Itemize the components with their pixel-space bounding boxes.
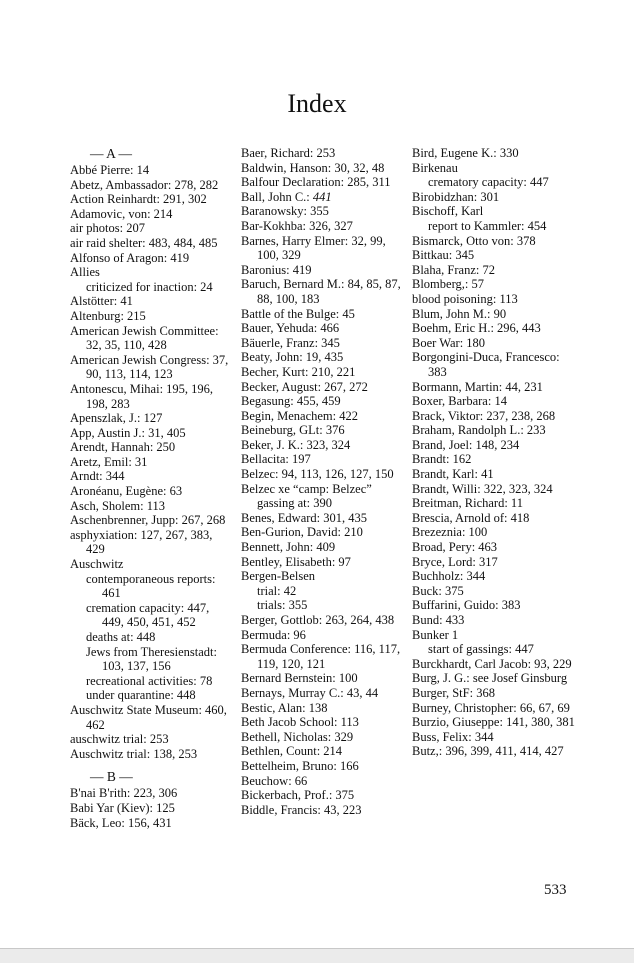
index-entry: Bischoff, Karl [412,204,484,219]
index-entry: Arndt: 344 [70,469,125,484]
page-number: 533 [544,882,567,898]
index-entry: Bentley, Elisabeth: 97 [241,554,351,569]
index-entry: Alfonso of Aragon: 419 [70,250,190,265]
index-entry: Becker, August: 267, 272 [241,379,368,394]
index-entry: Buss, Felix: 344 [412,729,494,744]
index-column-3 [412,146,580,759]
index-entry: Battle of the Bulge: 45 [241,306,355,321]
index-entry: Bäuerle, Franz: 345 [241,335,340,350]
index-entry: Antonescu, Mihai: 195, 196, 198, 283 [70,381,214,411]
index-entry: Ben-Gurion, David: 210 [241,525,363,540]
index-entry: Boehm, Eric H.: 296, 443 [412,321,541,336]
index-entry: Baranowsky: 355 [241,204,329,219]
index-entry-italic-page: 441 [312,189,332,204]
index-entry: Brezeznia: 100 [412,525,488,540]
index-subentry: report to Kammler: 454 [428,218,547,233]
index-entry: Baer, Richard: 253 [241,146,336,160]
index-entry: Blum, John M.: 90 [412,306,507,321]
index-entry-text: Ball, John C.: [241,189,313,204]
index-entry: Bormann, Martin: 44, 231 [412,379,543,394]
section-heading: — A — [90,146,133,161]
index-entry: Brandt, Karl: 41 [412,467,494,482]
index-entry: Butz,: 396, 399, 411, 414, 427 [412,744,564,759]
index-entry: Blaha, Franz: 72 [412,262,495,277]
index-entry: Baruch, Bernard M.: 84, 85, 87, 88, 100, 183 [241,277,401,306]
index-entry: Bauer, Yehuda: 466 [241,321,340,336]
index-entry: Boxer, Barbara: 14 [412,394,507,409]
index-entry: Brandt, Willi: 322, 323, 324 [412,481,553,496]
index-entry: Brescia, Arnold of: 418 [412,510,530,525]
index-entry: Bettelheim, Bruno: 166 [241,758,359,773]
index-entry: Babi Yar (Kiev): 125 [70,800,175,815]
index-entry: Bäck, Leo: 156, 431 [70,815,172,830]
index-subentry: start of gassings: 447 [428,642,534,657]
index-entry: Bernard Bernstein: 100 [241,671,358,686]
index-entry: Borgongini-Duca, Francesco: 383 [412,350,560,379]
index-entry: Auschwitz State Museum: 460, 462 [70,702,227,732]
index-entry: Allies [70,265,100,280]
index-entry: Bickerbach, Prof.: 375 [241,788,355,803]
index-entry: Arendt, Hannah: 250 [70,440,176,455]
index-entry: Aschenbrenner, Jupp: 267, 268 [70,513,226,528]
index-entry: Belzec: 94, 113, 126, 127, 150 [241,467,394,482]
index-entry: Bermuda: 96 [241,627,306,642]
index-entry: blood poisoning: 113 [412,291,518,306]
index-entry: Breitman, Richard: 11 [412,496,523,511]
index-entry: Brack, Viktor: 237, 238, 268 [412,408,556,423]
index-entry: Burger, StF: 368 [412,685,495,700]
index-entry: American Jewish Committee: 32, 35, 110, 428 [70,323,219,353]
index-entry: App, Austin J.: 31, 405 [70,425,186,440]
index-entry: Begin, Menachem: 422 [241,408,358,423]
index-entry: Benes, Edward: 301, 435 [241,510,368,525]
index-entry: Birobidzhan: 301 [412,189,500,204]
section-heading: — B — [90,769,133,785]
index-entry: Abbé Pierre: 14 [70,163,150,177]
index-entry: Aronéanu, Eugène: 63 [70,484,183,499]
index-entry: Baronius: 419 [241,262,312,277]
index-entry: Bennett, John: 409 [241,540,336,555]
index-entry: Bryce, Lord: 317 [412,554,498,569]
index-entry: Auschwitz [70,557,124,572]
index-entry: Auschwitz trial: 138, 253 [70,746,198,761]
index-entry: Brand, Joel: 148, 234 [412,437,520,452]
index-subentry: trial: 42 [257,583,297,598]
index-entry: Beker, J. K.: 323, 324 [241,437,351,452]
index-entry: Braham, Randolph L.: 233 [412,423,546,438]
index-entry: Barnes, Harry Elmer: 32, 99, 100, 329 [241,233,386,263]
index-entry: Broad, Pery: 463 [412,540,498,555]
index-entry: Brandt: 162 [412,452,472,467]
index-entry: Beineburg, GLt: 376 [241,423,345,438]
index-entry: Bestic, Alan: 138 [241,700,328,715]
index-entry: Burzio, Giuseppe: 141, 380, 381 [412,715,575,730]
index-entry: Bethell, Nicholas: 329 [241,729,354,744]
index-entry: Abetz, Ambassador: 278, 282 [70,177,219,192]
index-entry: Alstötter: 41 [70,294,133,309]
index-subentry: contemporaneous reports: 461 [86,571,216,601]
index-subentry: Jews from Theresienstadt: 103, 137, 156 [86,644,217,674]
index-entry: Berger, Gottlob: 263, 264, 438 [241,613,395,627]
index-entry: Biddle, Francis: 43, 223 [241,802,362,817]
index-entry: Begasung: 455, 459 [241,394,341,409]
index-entry: Baldwin, Hanson: 30, 32, 48 [241,160,385,175]
index-entry: Balfour Declaration: 285, 311 [241,175,391,190]
index-entry: air photos: 207 [70,221,145,236]
index-entry: Boer War: 180 [412,335,486,350]
index-entry: Burckhardt, Carl Jacob: 93, 229 [412,656,572,671]
index-entry: Bismarck, Otto von: 378 [412,233,536,248]
index-entry: Beth Jacob School: 113 [241,715,359,730]
index-entry: Bird, Eugene K.: 330 [412,146,519,160]
index-entry: Bund: 433 [412,613,465,627]
index-entry: Burg, J. G.: see Josef Ginsburg [412,671,568,686]
index-entry: Beuchow: 66 [241,773,308,788]
index-entry: Bethlen, Count: 214 [241,744,343,759]
index-subentry: criticized for inaction: 24 [86,279,213,294]
index-entry: Becher, Kurt: 210, 221 [241,364,356,379]
index-entry: Bittkau: 345 [412,248,475,263]
index-entry: Belzec xe “camp: Belzec” gassing at: 390 [241,481,372,511]
index-subentry: recreational activities: 78 [86,673,213,688]
index-entry: Adamovic, von: 214 [70,206,173,221]
index-entry: Aretz, Emil: 31 [70,454,148,469]
index-entry: Beaty, John: 19, 435 [241,350,344,365]
page-title: Index [287,89,347,118]
index-column-2 [241,146,405,817]
index-entry: Blomberg,: 57 [412,277,484,292]
index-entry: Buchholz: 344 [412,569,486,584]
index-entry: Bar-Kokhba: 326, 327 [241,218,353,233]
index-entry: Apenszlak, J.: 127 [70,411,163,426]
index-entry: Buck: 375 [412,583,464,598]
index-entry: Burney, Christopher: 66, 67, 69 [412,700,570,715]
index-subentry: crematory capacity: 447 [428,175,549,190]
index-entry: air raid shelter: 483, 484, 485 [70,235,218,250]
index-entry: American Jewish Congress: 37, 90, 113, 114, 123 [70,352,229,382]
index-entry: Buffarini, Guido: 383 [412,598,521,613]
index-entry [241,190,405,205]
index-entry: Asch, Sholem: 113 [70,498,166,513]
viewer-bottom-bar [0,948,634,963]
index-entry: B'nai B'rith: 223, 306 [70,786,178,801]
index-entry: Bernays, Murray C.: 43, 44 [241,685,379,700]
index-entry: Bergen-Belsen [241,569,316,584]
index-entry: Bellacita: 197 [241,452,311,467]
index-column-1 [70,146,232,830]
index-entry: Bunker 1 [412,627,459,642]
index-subentry: under quarantine: 448 [86,688,196,703]
index-subentry: trials: 355 [257,598,308,613]
index-subentry: deaths at: 448 [86,630,156,644]
index-entry: auschwitz trial: 253 [70,732,169,747]
index-entry: Altenburg: 215 [70,308,146,323]
index-entry: Bermuda Conference: 116, 117, 119, 120, 121 [241,642,401,671]
index-entry: Birkenau [412,160,458,175]
index-subentry: cremation capacity: 447, 449, 450, 451, 452 [86,600,210,630]
index-entry: asphyxiation: 127, 267, 383, 429 [70,527,213,557]
index-entry: Action Reinhardt: 291, 302 [70,192,207,207]
